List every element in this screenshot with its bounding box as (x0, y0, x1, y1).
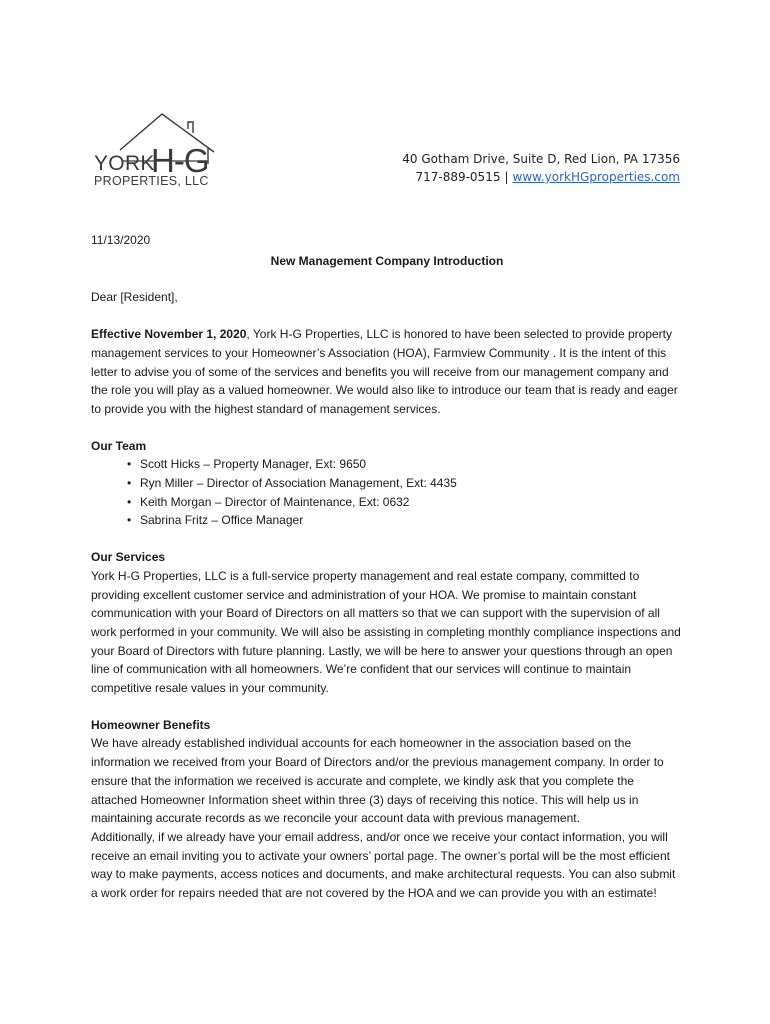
street-address: 40 Gotham Drive, Suite D, Red Lion, PA 17356 (402, 152, 680, 166)
benefits-paragraph-2: Additionally, if we already have your email address, and/or once we receive your contact information, you will receive an email inviting you to activate your owners’ portal page. The owner’s portal will be the most efficient way to make payments, access notices and documents, and make architectural requests. You can also submit a work order for repairs needed that are not covered by the HOA and we can provide you with an estimate! (91, 829, 676, 901)
website-link[interactable]: www.yorkHGproperties.com (512, 170, 680, 184)
services-heading: Our Services (91, 550, 166, 565)
team-member: • Sabrina Fritz – Office Manager (140, 511, 683, 530)
team-heading: Our Team (91, 438, 147, 453)
contact-separator: | (504, 170, 509, 184)
phone-web-line (402, 168, 680, 186)
intro-text: , York H-G Properties, LLC is honored to have been selected to provide property management services to your Homeowner’s Association (HOA), Farmview Community . It is the intent of this letter to advise you of some of the services and benefits you will receive from our management company and the role you will play as a valued homeowner. We would also like to introduce our team that is ready and eager to provide you with the highest standard of management services. (91, 327, 678, 416)
intro-paragraph (91, 325, 683, 419)
phone-number: 717-889-0515 (415, 170, 501, 184)
company-logo (92, 112, 217, 190)
team-member: • Keith Morgan – Director of Maintenance, Ext: 0632 (140, 493, 683, 512)
benefits-paragraph-1: We have already established individual accounts for each homeowner in the association based on the information we received from your Board of Directors and/or the previous management company. In order to ensure that the information we received is accurate and complete, we kindly ask that you complete the attached Homeowner Information sheet within three (3) days of receiving this notice. This will help us in maintaining accurate records as we reconcile your account data with previous management. (91, 736, 664, 826)
letter-date: 11/13/2020 (91, 233, 151, 247)
services-paragraph: York H-G Properties, LLC is a full-service property management and real estate company, committed to providing excellent customer service and administration of your HOA. We promise to maintain constant communication with your Board of Directors on all matters so that we can support with the supervision of all work performed in your community. We will also be assisting in completing monthly compliance inspections and your Board of Directors with future planning. Lastly, we will be here to answer your questions through an open line of communication with all homeowners. We’re confident that our services will continue to maintain competitive resale values in your community. (91, 568, 681, 696)
letter-body (91, 231, 683, 903)
team-member: • Scott Hicks – Property Manager, Ext: 9650 (140, 455, 683, 474)
benefits-heading: Homeowner Benefits (91, 717, 211, 732)
logo-text-properties: PROPERTIES, LLC (94, 174, 209, 188)
letter-subject: New Management Company Introduction (270, 253, 504, 268)
logo-text-york: YORK (94, 152, 155, 175)
salutation: Dear [Resident], (91, 290, 178, 305)
team-list (91, 455, 683, 530)
contact-block (402, 150, 680, 186)
logo-text-hg: H-G (151, 142, 209, 179)
team-member: • Ryn Miller – Director of Association Management, Ext: 4435 (140, 474, 683, 493)
effective-date: Effective November 1, 2020 (91, 327, 247, 342)
